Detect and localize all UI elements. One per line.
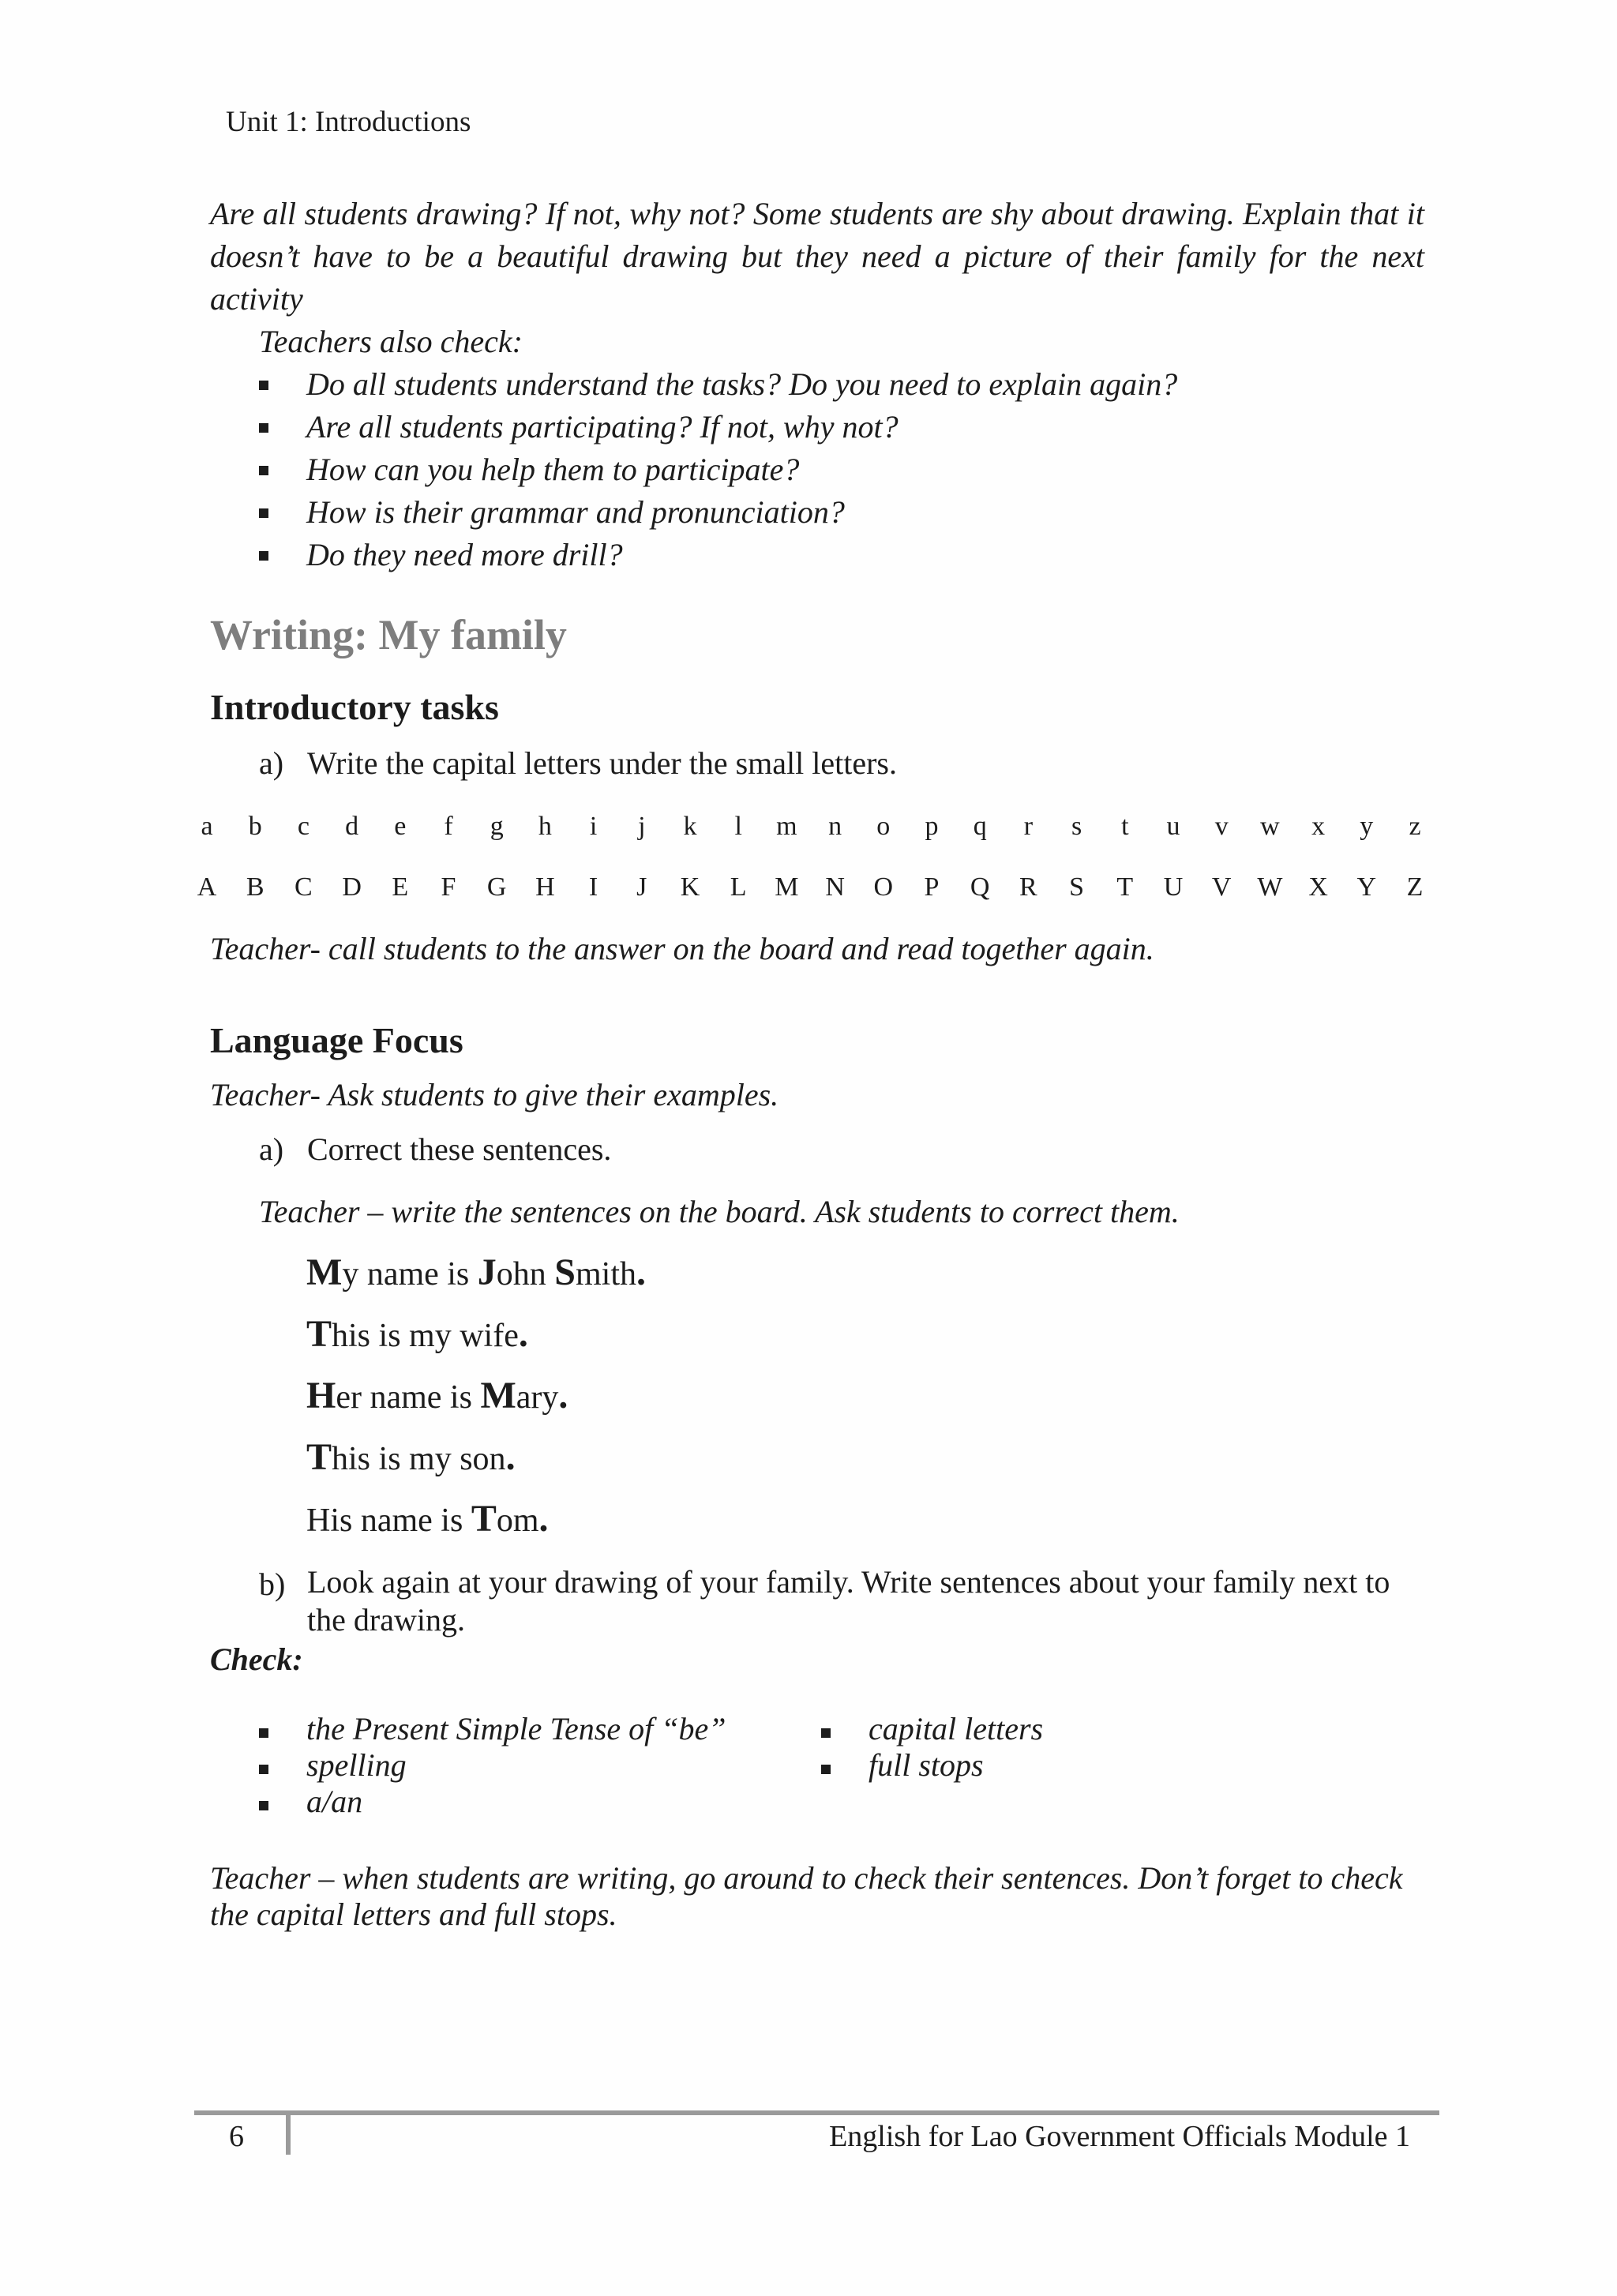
letter: b (248, 812, 262, 841)
letter: J (636, 872, 647, 902)
teacher-note-board: Teacher – write the sentences on the board. Ask students to correct them. (259, 1194, 1180, 1229)
letter: x (1311, 812, 1326, 841)
letter: f (444, 812, 453, 841)
letter: H (535, 872, 555, 902)
teacher-closing-note: Teacher – when students are writing, go around to check their sentences. Don’t forget to check the capital letters and full stops. (210, 1860, 1403, 1932)
check-list-right (821, 1711, 1043, 1784)
letter: Y (1356, 872, 1377, 902)
example-sentence: This is my son. (306, 1436, 516, 1478)
letter: S (1069, 872, 1085, 902)
letter: X (1308, 872, 1328, 902)
task-text: Look again at your drawing of your family. Write sentences about your family next to the drawing. (307, 1564, 1390, 1638)
letter: O (873, 872, 894, 902)
letter: r (1023, 812, 1034, 841)
letter: K (680, 872, 700, 902)
letter: F (441, 872, 456, 902)
letter: G (486, 872, 507, 902)
list-item: How can you help them to participate? (259, 448, 1177, 491)
letter: g (490, 812, 504, 841)
small-letters-row (201, 811, 1431, 842)
letter: o (876, 812, 891, 841)
list-item: the Present Simple Tense of “be” (259, 1711, 726, 1747)
letter: m (776, 812, 797, 841)
task-a-correct (259, 1128, 1364, 1171)
list-item: Are all students participating? If not, why not? (259, 406, 1177, 448)
teacher-note-examples: Teacher- Ask students to give their examples. (210, 1077, 779, 1112)
letter: i (589, 812, 598, 841)
letter: n (828, 812, 842, 841)
task-label: b) (259, 1566, 286, 1602)
example-sentence: Her name is Mary. (306, 1375, 568, 1416)
check-list-left (259, 1711, 726, 1820)
letter: l (734, 812, 742, 841)
task-text: Correct these sentences. (307, 1131, 612, 1167)
letter: d (345, 812, 359, 841)
letter: w (1260, 812, 1280, 841)
letter: j (638, 812, 646, 841)
letter: M (775, 872, 799, 902)
letter: C (295, 872, 313, 902)
letter: A (197, 872, 217, 902)
letter: L (730, 872, 747, 902)
letter: B (246, 872, 264, 902)
footer-title: English for Lao Government Officials Module 1 (829, 2120, 1410, 2153)
letter: I (588, 872, 598, 902)
list-item: full stops (821, 1747, 1043, 1784)
letter: k (683, 812, 697, 841)
letter: E (392, 872, 409, 902)
letter: s (1071, 812, 1082, 841)
letter: W (1257, 872, 1283, 902)
task-text: Write the capital letters under the small letters. (307, 745, 897, 781)
footer-rule (194, 2110, 1439, 2115)
letter: Z (1406, 872, 1424, 902)
task-a-intro (259, 742, 1364, 785)
letter: v (1214, 812, 1229, 841)
list-item: a/an (259, 1784, 726, 1820)
section-heading-writing: Writing: My family (210, 611, 567, 658)
check-label: Check: (210, 1641, 303, 1677)
letter: z (1409, 812, 1421, 841)
letter: T (1116, 872, 1134, 902)
letter: h (538, 812, 552, 841)
letter: p (925, 812, 939, 841)
running-head: Unit 1: Introductions (226, 106, 471, 138)
page-number: 6 (229, 2120, 244, 2153)
teachers-check-label: Teachers also check: (259, 324, 523, 359)
intro-paragraph: Are all students drawing? If not, why not? Some students are shy about drawing. Explain that it doesn’t have to be a beautiful drawing but they need a picture of their family for the next activity (210, 196, 1424, 317)
capital-letters-row (197, 872, 1431, 903)
list-item: Do all students understand the tasks? Do you need to explain again? (259, 363, 1177, 406)
example-sentence: This is my wife. (306, 1313, 528, 1355)
example-sentence: His name is Tom. (306, 1498, 549, 1540)
letter: N (825, 872, 845, 902)
letter: P (924, 872, 940, 902)
teacher-note-letters: Teacher- call students to the answer on the board and read together again. (210, 931, 1154, 966)
task-label: a) (259, 1131, 284, 1167)
list-item: spelling (259, 1747, 726, 1784)
letter: e (394, 812, 407, 841)
letter: t (1121, 812, 1129, 841)
footer-divider (286, 2115, 291, 2155)
letter: u (1166, 812, 1180, 841)
letter: D (342, 872, 362, 902)
letter: R (1019, 872, 1037, 902)
list-item: capital letters (821, 1711, 1043, 1747)
subheading-language-focus: Language Focus (210, 1020, 463, 1060)
letter: a (201, 812, 213, 841)
letter: q (973, 812, 987, 841)
letter: U (1163, 872, 1184, 902)
example-sentence: My name is John Smith. (306, 1251, 646, 1293)
subheading-introductory-tasks: Introductory tasks (210, 687, 499, 727)
task-b (259, 1563, 1428, 1642)
letter: Q (970, 872, 990, 902)
list-item: Do they need more drill? (259, 534, 1177, 576)
letter: y (1360, 812, 1374, 841)
task-label: a) (259, 745, 284, 781)
list-item: How is their grammar and pronunciation? (259, 491, 1177, 534)
letter: c (297, 812, 310, 841)
letter: V (1211, 872, 1232, 902)
teacher-check-list (259, 363, 1177, 576)
